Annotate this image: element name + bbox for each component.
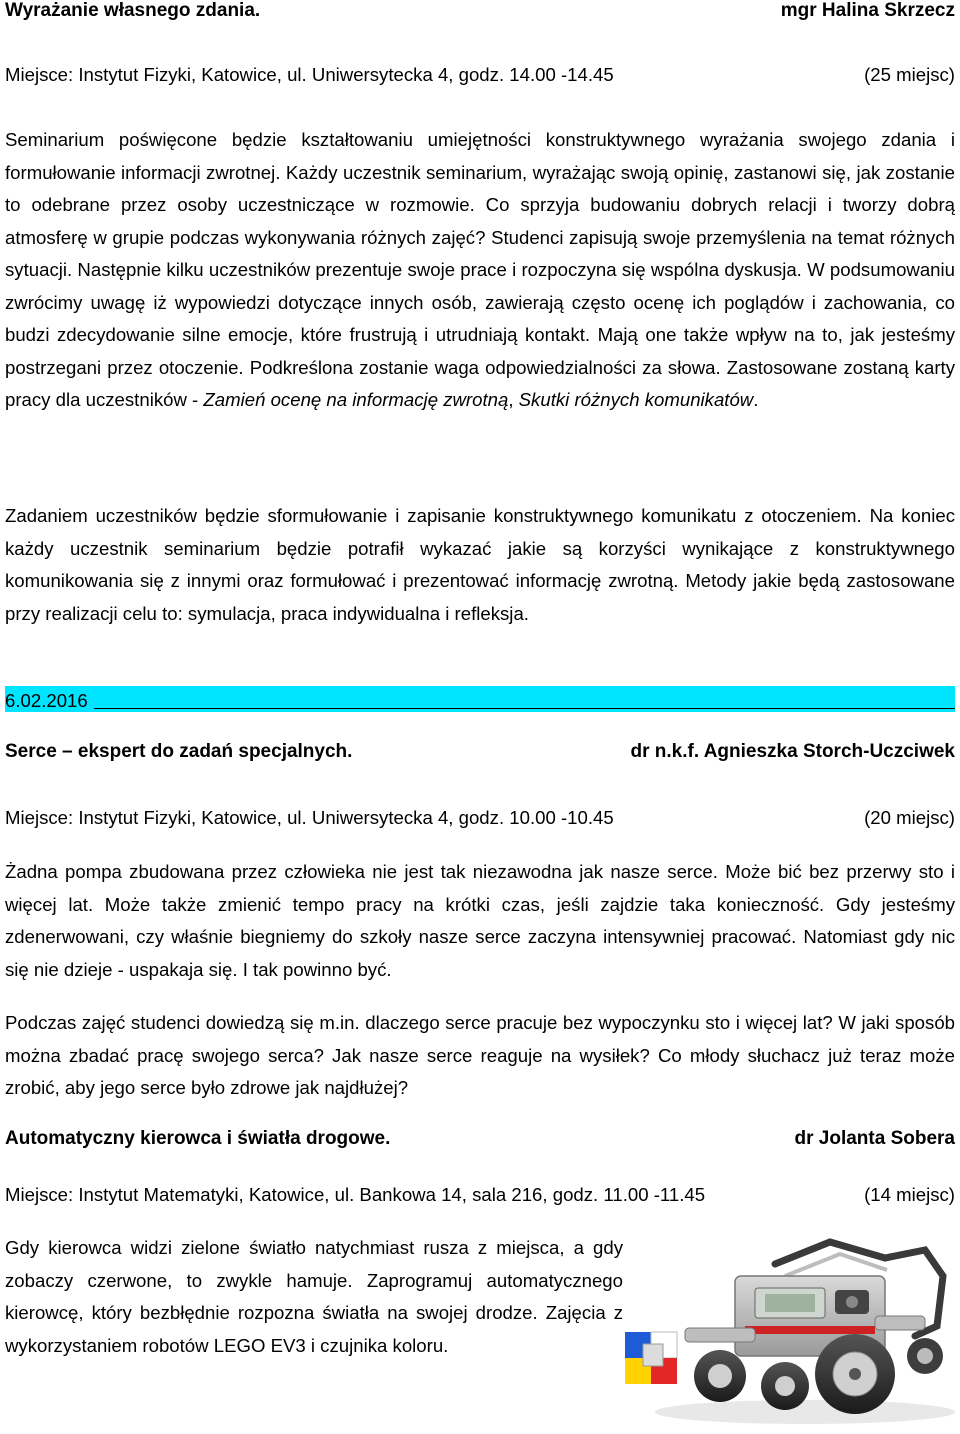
section2-place-row [5, 805, 955, 831]
section1-paragraph2: Zadaniem uczestników będzie sformułowanie i zapisanie konstruktywnego komunikatu z otoczeniem. Na koniec każdy uczestnik seminarium będzie potrafił wykazać jakie są korzyści wynikające z konstruktywnego komunikowania się z innymi oraz formułować i prezentować informację zwrotną. Metody jakie będą zastosowane przy realizacji celu to: symulacja, praca indywidualna i refleksja. [5, 505, 955, 624]
worksheet-title-1: Zamień ocenę na informację zwrotną [203, 389, 509, 410]
section3-place-row [5, 1182, 955, 1208]
section3-header [5, 1128, 955, 1150]
section1-seats: (25 miejsc) [864, 64, 955, 85]
date-bar [5, 686, 955, 712]
date-underline [94, 707, 955, 709]
section1-paragraph1 [5, 124, 955, 417]
section2-author: dr n.k.f. Agnieszka Storch-Uczciwek [630, 741, 955, 762]
lego-robot-image [625, 1236, 955, 1426]
section1-separator: , [508, 389, 519, 410]
section1-paragraph1-end: . [753, 389, 759, 410]
section3-place: Miejsce: Instytut Matematyki, Katowice, ul. Bankowa 14, sala 216, godz. 11.00 -11.45 [5, 1184, 706, 1205]
section2-title: Serce – ekspert do zadań specjalnych. [5, 741, 353, 762]
section3-paragraph1: Gdy kierowca widzi zielone światło natychmiast rusza z miejsca, a gdy zobaczy czerwone, to zwykle hamuje. Zaprogramuj automatycznego kierowcę, który bezbłędnie rozpozna światła na swojej drodze. Zajęcia z wykorzystaniem robotów LEGO EV3 i czujnika koloru. [5, 1237, 623, 1356]
worksheet-title-2: Skutki różnych komunikatów [518, 389, 754, 410]
section3-seats: (14 miejsc) [864, 1184, 955, 1205]
section3-author: dr Jolanta Sobera [794, 1128, 955, 1149]
section2-header [5, 741, 955, 763]
section1-author: mgr Halina Skrzecz [780, 0, 955, 21]
section2-paragraph1: Żadna pompa zbudowana przez człowieka nie jest tak niezawodna jak nasze serce. Może bić bez przerwy sto i więcej lat. Może także zmienić tempo pracy na krótki czas, jeśli zajdzie taka konieczność. Gdy jesteśmy zdenerwowani, czy właśnie biegniemy do szkoły nasze serce zaczyna intensywniej pracować. Natomiast gdy nic się nie dzieje - uspakaja się. I tak powinno być. [5, 861, 955, 980]
section1-place-row [5, 62, 955, 88]
section2-paragraph2: Podczas zajęć studenci dowiedzą się m.in. dlaczego serce pracuje bez wypoczynku sto i więcej lat? W jaki sposób można zbadać pracę swojego serca? Jak nasze serce reaguje na wysiłek? Co młody słuchacz już teraz może zrobić, aby jego serce było zdrowe jak najdłużej? [5, 1012, 955, 1098]
section1-paragraph1-text: Seminarium poświęcone będzie kształtowaniu umiejętności konstruktywnego wyrażania swojego zdania i formułowanie informacji zwrotnej. Każdy uczestnik seminarium, wyrażając swoją opinię, zastanowi się, jak zostanie to odebrane przez osoby uczestniczące w rozmowie. Co sprzyja budowaniu dobrych relacji i tworzy dobrą atmosferę w grupie podczas wykonywania różnych zajęć? Studenci zapisują swoje przemyślenia na temat różnych sytuacji. Następnie kilku uczestników prezentuje swoje prace i rozpoczyna się wspólna dyskusja. W podsumowaniu zwrócimy uwagę iż wypowiedzi dotyczące innych osób, zawierają często ocenę ich poglądów i zachowania, co budzi zdecydowanie silne emocje, które frustrują i utrudniają kontakt. Mają one także wpływ na to, jak jesteśmy postrzegani przez otoczenie. Podkreślona zostanie waga odpowiedzialności za słowa. Zastosowane zostaną karty pracy dla uczestników - [5, 129, 955, 410]
section3-title: Automatyczny kierowca i światła drogowe. [5, 1128, 391, 1149]
section1-title: Wyrażanie własnego zdania. [5, 0, 261, 21]
date-label: 6.02.2016 [5, 690, 88, 711]
section1-header [5, 0, 955, 22]
section1-place: Miejsce: Instytut Fizyki, Katowice, ul. Uniwersytecka 4, godz. 14.00 -14.45 [5, 64, 614, 85]
section2-place: Miejsce: Instytut Fizyki, Katowice, ul. Uniwersytecka 4, godz. 10.00 -10.45 [5, 807, 614, 828]
section2-seats: (20 miejsc) [864, 807, 955, 828]
